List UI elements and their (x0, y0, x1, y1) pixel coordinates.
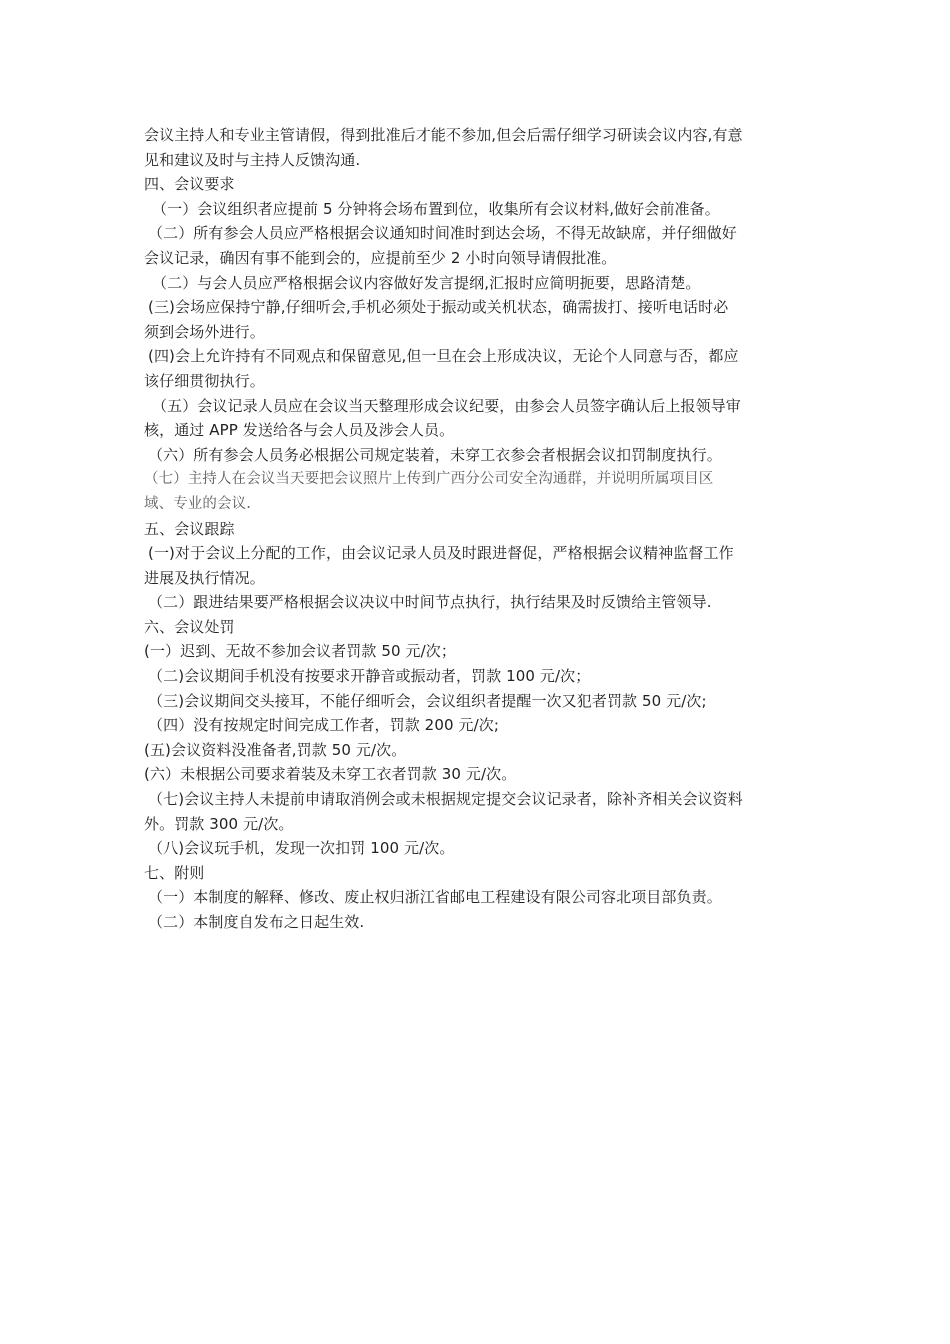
text-line: （三)会议期间交头接耳，不能仔细听会，会议组织者提醒一次又犯者罚款 50 元/次; (148, 691, 707, 710)
text-line: （二)会议期间手机没有按要求开静音或振动者，罚款 100 元/次； (148, 667, 591, 686)
text-line: 外。罚款 300 元/次。 (144, 814, 294, 833)
text-line: (三)会场应保持宁静,仔细听会,手机必须处于振动或关机状态，确需拔打、接听电话时必 (148, 298, 729, 317)
text-line: (六）未根据公司要求着装及未穿工衣者罚款 30 元/次。 (144, 765, 517, 784)
text-line: (一)对于会议上分配的工作，由会议记录人员及时跟进督促，严格根据会议精神监督工作 (148, 544, 734, 563)
text-line: （六）所有参会人员务必根据公司规定装着，未穿工衣参会者根据会议扣罚制度执行。 (148, 445, 722, 464)
text-line: 进展及执行情况。 (144, 568, 265, 587)
section-heading: 五、会议跟踪 (144, 519, 235, 538)
document-body (144, 123, 808, 935)
text-line: （七）主持人在会议当天要把会议照片上传到广西分公司安全沟通群，并说明所属项目区 (144, 471, 714, 488)
text-line: (四)会上允许持有不同观点和保留意见,但一旦在会上形成决议，无论个人同意与否，都应 (148, 347, 739, 366)
text-line: （二）跟进结果要严格根据会议决议中时间节点执行，执行结果及时反馈给主管领导. (148, 593, 712, 612)
text-line: 见和建议及时与主持人反馈沟通. (144, 150, 361, 169)
text-line: （二）与会人员应严格根据会议内容做好发言提纲,汇报时应简明扼要，思路清楚。 (152, 273, 701, 292)
text-line: （二）所有参会人员应严格根据会议通知时间准时到达会场，不得无故缺席，并仔细做好 (148, 224, 737, 243)
section-heading: 七、附则 (144, 863, 205, 882)
text-line: 域、专业的会议. (144, 495, 251, 512)
text-line: （一）会议组织者应提前 5 分钟将会场布置到位，收集所有会议材料,做好会前准备。 (152, 199, 720, 218)
text-line: 须到会场外进行。 (144, 322, 265, 341)
text-line: （五）会议记录人员应在会议当天整理形成会议纪要，由参会人员签字确认后上报领导审 (152, 396, 741, 415)
text-line: （二）本制度自发布之日起生效. (148, 913, 365, 931)
text-line: 会议记录，确因有事不能到会的，应提前至少 2 小时向领导请假批准。 (144, 248, 617, 267)
text-line: （八)会议玩手机，发现一次扣罚 100 元/次。 (148, 839, 455, 858)
text-line: （七)会议主持人未提前申请取消例会或未根据规定提交会议记录者，除补齐相关会议资料 (148, 790, 743, 809)
section-heading: 四、会议要求 (144, 175, 235, 194)
text-line: （一）本制度的解释、修改、废止权归浙江省邮电工程建设有限公司容北项目部负责。 (148, 888, 722, 907)
section-heading: 六、会议处罚 (144, 617, 235, 636)
text-line: （四）没有按规定时间完成工作者，罚款 200 元/次; (148, 716, 499, 735)
text-line: (一）迟到、无故不参加会议者罚款 50 元/次； (144, 642, 456, 661)
text-line: 会议主持人和专业主管请假，得到批准后才能不参加,但会后需仔细学习研读会议内容,有意 (144, 126, 743, 144)
text-line: (五)会议资料没准备者,罚款 50 元/次。 (144, 740, 407, 759)
text-line: 核，通过 APP 发送给各与会人员及涉会人员。 (144, 421, 455, 440)
text-line: 该仔细贯彻执行。 (144, 371, 265, 390)
